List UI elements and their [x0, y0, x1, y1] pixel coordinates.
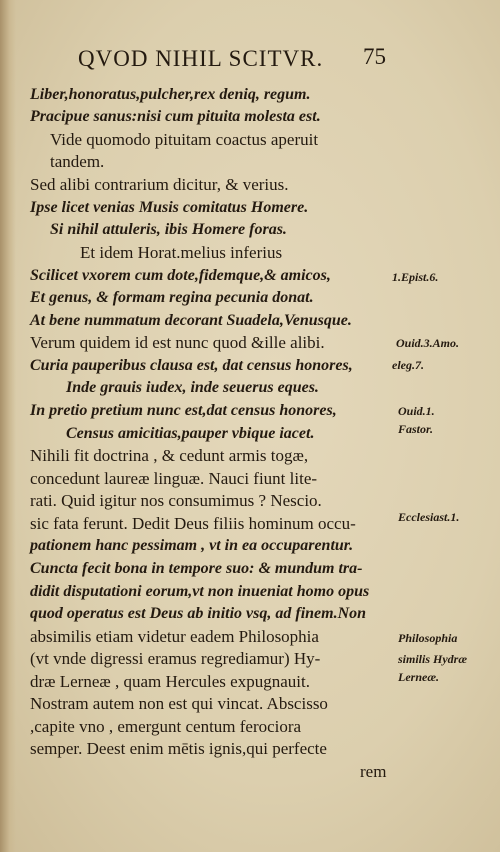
text-line: didit disputationi eorum,vt non inueniat homo opus: [30, 583, 370, 600]
text-line: (vt vnde digressi eramus regrediamur) Hy-: [30, 649, 321, 668]
text-line: concedunt laureæ linguæ. Nauci fiunt lite-: [30, 469, 318, 488]
text-line: Ipse licet venias Musis comitatus Homere.: [30, 199, 309, 216]
margin-note: eleg.7.: [392, 358, 424, 372]
page-gutter-shadow: [0, 0, 16, 852]
margin-note: Ecclesiast.1.: [398, 510, 460, 524]
text-line: Curia pauperibus clausa est, dat census honores,: [30, 357, 353, 374]
margin-note: 1.Epist.6.: [392, 270, 439, 284]
margin-note: Philosophia: [398, 631, 458, 645]
text-line: Nostram autem non est qui vincat. Abscisso: [30, 694, 328, 713]
text-line: Vide quomodo pituitam coactus aperuit: [50, 130, 319, 149]
running-title: QVOD NIHIL SCITVR.: [78, 46, 324, 71]
text-line: Scilicet vxorem cum dote,fidemque,& amicos,: [30, 267, 331, 284]
text-line: Si nihil attuleris, ibis Homere foras.: [50, 221, 287, 238]
text-line: ,capite vno , emergunt centum ferociora: [30, 717, 302, 736]
text-line: Et idem Horat.melius inferius: [80, 243, 283, 262]
catchword: rem: [360, 762, 387, 781]
text-line: dræ Lerneæ , quam Hercules expugnauit.: [30, 672, 310, 691]
margin-note: Lerneæ.: [398, 670, 439, 684]
text-line: Sed alibi contrarium dicitur, & verius.: [30, 175, 289, 194]
text-line: Pracipue sanus:nisi cum pituita molesta est.: [30, 108, 321, 125]
text-line: Census amicitias,pauper vbique iacet.: [66, 425, 315, 442]
text-line: sic fata ferunt. Dedit Deus filiis hominum occu-: [30, 514, 356, 533]
text-line: At bene nummatum decorant Suadela,Venusque.: [30, 312, 352, 329]
text-line: absimilis etiam videtur eadem Philosophia: [30, 627, 319, 646]
text-line: In pretio pretium nunc est,dat census honores,: [30, 402, 337, 419]
margin-note: Ouid.1.: [398, 404, 435, 418]
text-line: tandem.: [50, 152, 105, 171]
text-line: Verum quidem id est nunc quod &ille alibi.: [30, 333, 325, 352]
text-line: semper. Deest enim mētis ignis,qui perfecte: [30, 739, 327, 758]
page-number: 75: [363, 44, 386, 69]
text-line: Nihili fit doctrina , & cedunt armis togæ,: [30, 446, 309, 465]
text-line: quod operatus est Deus ab initio vsq, ad finem.Non: [30, 605, 367, 622]
text-line: pationem hanc pessimam , vt in ea occuparentur.: [30, 537, 354, 554]
text-line: Liber,honoratus,pulcher,rex deniq, regum.: [30, 86, 311, 103]
text-line: Et genus, & formam regina pecunia donat.: [30, 289, 314, 306]
margin-note: Fastor.: [398, 422, 434, 436]
margin-note: similis Hydræ: [398, 652, 468, 666]
margin-note: Ouid.3.Amo.: [396, 336, 460, 350]
text-line: Cuncta fecit bona in tempore suo: & mundum tra-: [30, 560, 363, 577]
text-line: rati. Quid igitur nos consumimus ? Nescio.: [30, 491, 322, 510]
text-line: Inde grauis iudex, inde seuerus eques.: [66, 379, 319, 396]
